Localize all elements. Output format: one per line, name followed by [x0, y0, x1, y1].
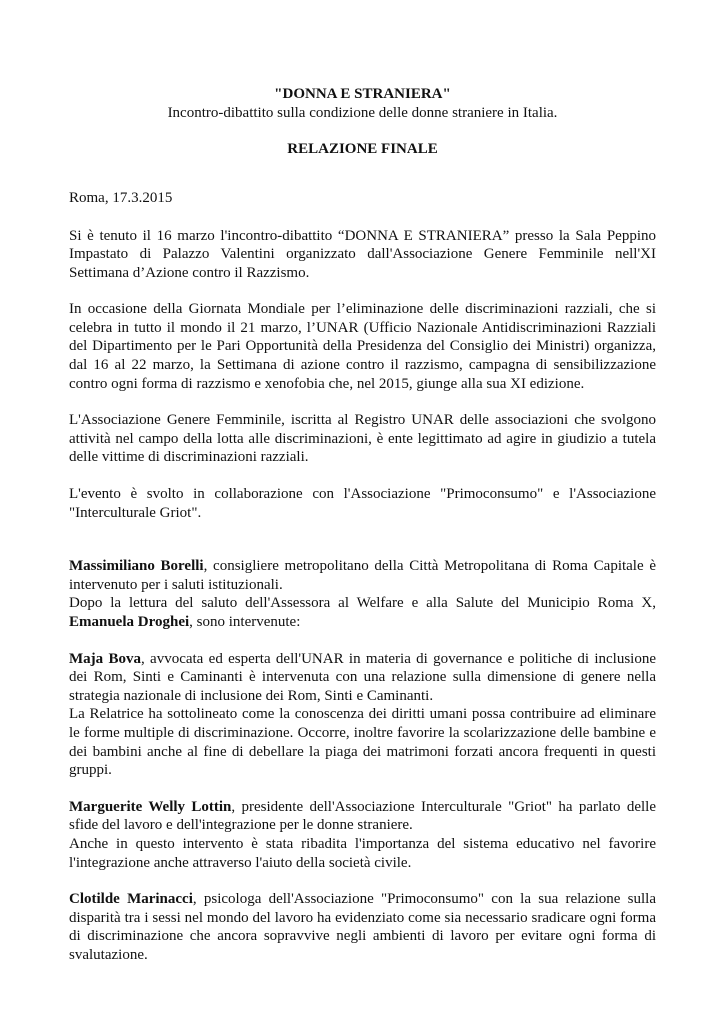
paragraph-event: Si è tenuto il 16 marzo l'incontro-dibattito “DONNA E STRANIERA” presso la Sala Peppino Impastato di Palazzo Valentini organizzato dall'Associazione Genere Femminile nell'XI Settimana d’Azione contro il Razzismo. [69, 227, 656, 281]
paragraph-marinacci [69, 890, 656, 964]
paragraph-association: L'Associazione Genere Femminile, iscritta al Registro UNAR delle associazioni che svolgono attività nel campo della lotta alle discriminazioni, è ente legittimato ad agire in giudizio a tutela delle vittime di discriminazioni razziali. [69, 412, 656, 466]
paragraph-borelli [69, 557, 656, 594]
paragraph-lottin-education: Anche in questo intervento è stata ribadita l'importanza del sistema educativo nel favorire l'integrazione anche attraverso l'aiuto della società civile. [69, 835, 656, 871]
paragraph-lottin [69, 798, 656, 835]
document-header [69, 85, 656, 159]
paragraph-welfare [69, 594, 656, 631]
droghei-text: , sono intervenute: [189, 614, 301, 630]
marinacci-text: , psicologa dell'Associazione "Primoconsumo" con la sua relazione sulla disparità tra i sessi nel mondo del lavoro ha evidenziato come sia necessario sradicare ogni forma di discriminazione che ancora sopravvive negli ambienti di lavoro per evitare ogni forma di svalutazione. [69, 891, 656, 963]
speaker-name-borelli: Massimiliano Borelli [69, 558, 204, 575]
paragraph-collaboration: L'evento è svolto in collaborazione con l'Associazione "Primoconsumo" e l'Associazione "Interculturale Griot". [69, 486, 656, 521]
document-subtitle: Incontro-dibattito sulla condizione delle donne straniere in Italia. [167, 105, 558, 121]
welfare-text: Dopo la lettura del saluto dell'Assessora al Welfare e alla Salute del Municipio Roma X, [69, 595, 656, 612]
document-title: "DONNA E STRANIERA" [274, 86, 451, 102]
report-title: RELAZIONE FINALE [287, 141, 438, 157]
lottin-text: , presidente dell'Associazione Interculturale "Griot" ha parlato delle sfide del lavoro e dell'integrazione per le donne straniere. [69, 798, 656, 834]
paragraph-bova [69, 650, 656, 706]
document-date: Roma, 17.3.2015 [69, 190, 173, 206]
speaker-name-lottin: Marguerite Welly Lottin [69, 798, 232, 815]
speaker-name-marinacci: Clotilde Marinacci [69, 891, 193, 908]
bova-text: , avvocata ed esperta dell'UNAR in materia di governance e politiche di inclusione dei Rom, Sinti e Caminanti è intervenuta con una relazione sulla dimensione di genere nella strategia nazionale di inclusione dei Rom, Sinti e Caminanti. [69, 650, 656, 704]
paragraph-occasion: In occasione della Giornata Mondiale per l’eliminazione delle discriminazioni razziali, che si celebra in tutto il mondo il 21 marzo, l’UNAR (Ufficio Nazionale Antidiscriminazioni Razziali del Dipartimento per le Pari Opportunità della Presidenza del Consiglio dei Ministri) organizza, dal 16 al 22 marzo, la Settimana di azione contro il razzismo, campagna di sensibilizzazione contro ogni forma di razzismo e xenofobia che, nel 2015, giunge alla sua XI edizione. [69, 301, 656, 392]
speaker-name-bova: Maja Bova [69, 650, 141, 667]
borelli-text: , consigliere metropolitano della Città Metropolitana di Roma Capitale è intervenuto per i saluti istituzionali. [69, 558, 656, 593]
paragraph-relatrice: La Relatrice ha sottolineato come la conoscenza dei diritti umani possa contribuire ad eliminare le forme multiple di discriminazione. Occorre, inoltre favorire la scolarizzazione delle bambine e dei bambini anche al fine di debellare la piaga dei matrimoni forzati ancora frequenti in questi gruppi. [69, 706, 656, 779]
speaker-name-droghei: Emanuela Droghei [69, 614, 190, 630]
